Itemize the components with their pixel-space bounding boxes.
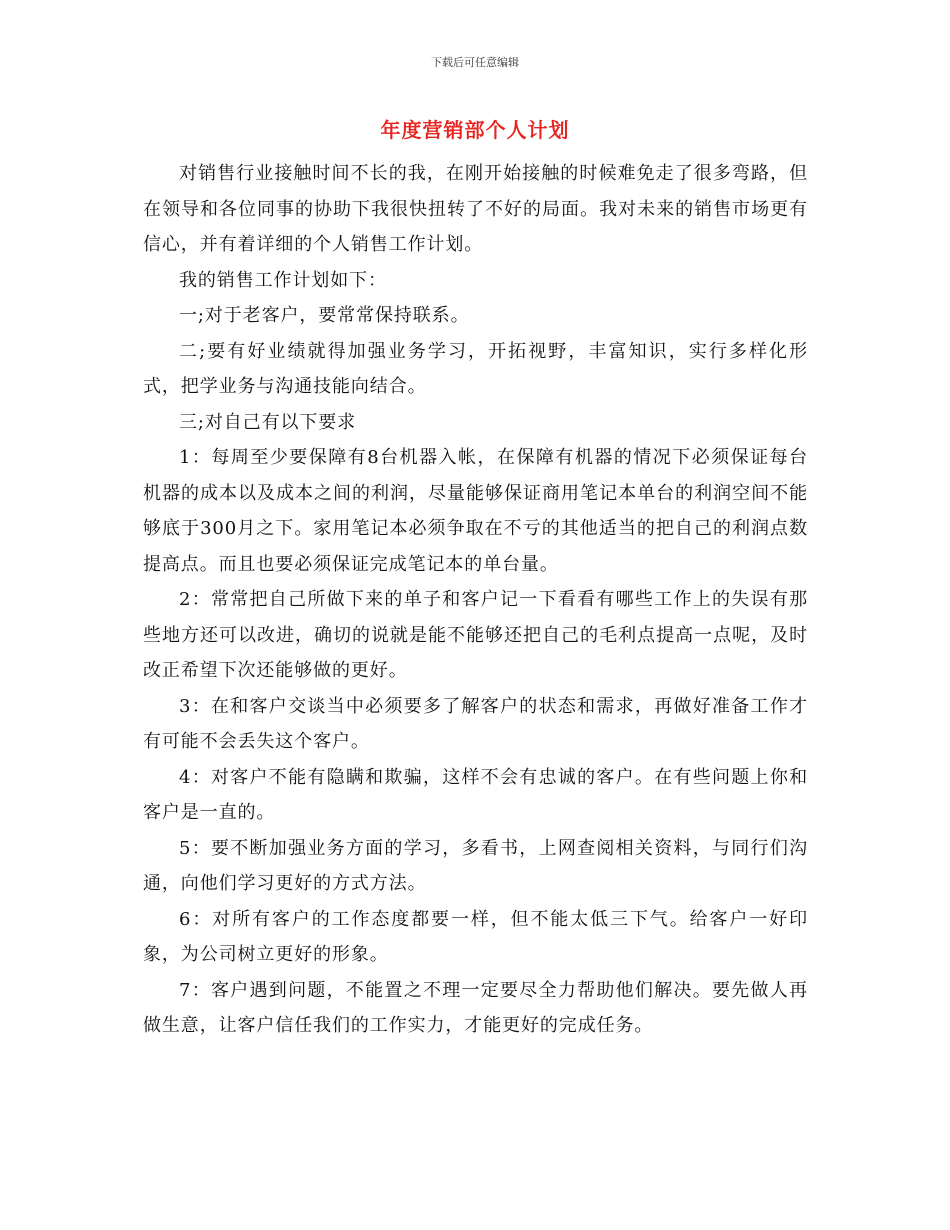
- paragraph: 2：常常把自己所做下来的单子和客户记一下看看有哪些工作上的失误有那些地方还可以改进，确切的说就是能不能够还把自己的毛利点提高一点呢，及时改正希望下次还能够做的更好。: [143, 589, 808, 681]
- paragraph: 3：在和客户交谈当中必须要多了解客户的状态和需求，再做好准备工作才有可能不会丢失这个客户。: [143, 695, 808, 752]
- paragraph: 三;对自己有以下要求: [179, 411, 357, 433]
- paragraph: 6：对所有客户的工作态度都要一样，但不能太低三下气。给客户一好印象，为公司树立更好的形象。: [143, 908, 808, 965]
- paragraph: 一;对于老客户，要常常保持联系。: [179, 305, 470, 326]
- paragraph: 我的销售工作计划如下：: [179, 269, 387, 291]
- paragraph: 对销售行业接触时间不长的我，在刚开始接触的时候难免走了很多弯路，但在领导和各位同事的协助下我很快扭转了不好的局面。我对未来的销售市场更有信心，并有着详细的个人销售工作计划。: [143, 163, 808, 255]
- page-header-note: 下载后可任意编辑: [431, 56, 519, 69]
- paragraph: 4：对客户不能有隐瞒和欺骗，这样不会有忠诚的客户。在有些问题上你和客户是一直的。: [143, 766, 808, 823]
- paragraph: 1：每周至少要保障有8台机器入帐，在保障有机器的情况下必须保证每台机器的成本以及成本之间的利润，尽量能够保证商用笔记本单台的利润空间不能够底于300月之下。家用笔记本必须争取在不亏的其他适当的把自己的利润点数提高点。而且也要必须保证完成笔记本的单台量。: [143, 447, 808, 575]
- document-body: [143, 156, 808, 1044]
- paragraph: 7：客户遇到问题，不能置之不理一定要尽全力帮助他们解决。要先做人再做生意，让客户信任我们的工作实力，才能更好的完成任务。: [143, 979, 808, 1036]
- paragraph: 二;要有好业绩就得加强业务学习，开拓视野，丰富知识，实行多样化形式，把学业务与沟通技能向结合。: [143, 340, 808, 397]
- paragraph: 5：要不断加强业务方面的学习，多看书，上网查阅相关资料，与同行们沟通，向他们学习更好的方式方法。: [143, 837, 808, 894]
- document-title: 年度营销部个人计划: [380, 118, 570, 142]
